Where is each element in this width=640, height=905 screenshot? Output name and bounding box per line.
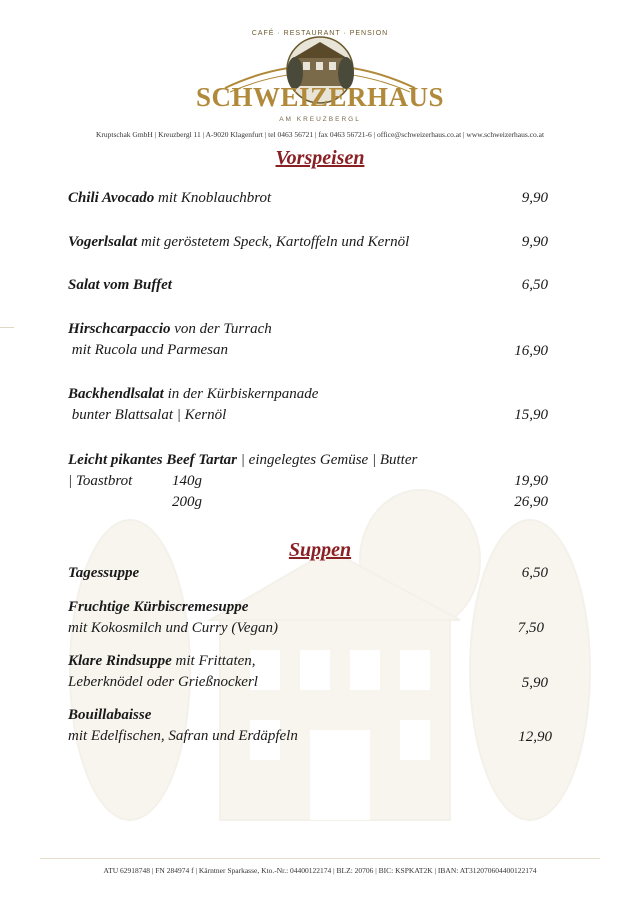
- menu-item: [68, 232, 568, 253]
- menu-item: [68, 188, 568, 209]
- brand-tagline: CAFÉ · RESTAURANT · PENSION: [251, 30, 389, 37]
- dish-price: 9,90: [521, 190, 548, 206]
- dish-description-line2: Leberknödel oder Grießnockerl: [68, 674, 258, 690]
- dish-description-line2: mit Rucola und Parmesan: [68, 342, 228, 358]
- dish-name: Chili Avocado: [68, 190, 155, 206]
- dish-description-line2: mit Kokosmilch und Curry (Vegan): [68, 620, 278, 636]
- dish-price: 7,50: [517, 620, 544, 636]
- dish-name: Backhendlsalat: [68, 386, 164, 402]
- dish-name: Leicht pikantes Beef Tartar: [68, 452, 238, 468]
- dish-name: Klare Rindsuppe: [68, 653, 172, 669]
- menu-item: [68, 384, 568, 426]
- menu-item: [68, 319, 568, 361]
- menu-item: [68, 705, 568, 747]
- dish-description: | eingelegtes Gemüse | Butter: [237, 452, 418, 468]
- menu-item: [68, 651, 568, 693]
- menu-item: [68, 597, 568, 639]
- dish-description: mit Frittaten,: [171, 653, 256, 669]
- section-title-vorspeisen: Vorspeisen: [275, 147, 365, 169]
- dish-price: 6,50: [521, 277, 548, 293]
- brand-name: SCHWEIZERHAUS: [195, 82, 445, 112]
- dish-name: Fruchtige Kürbiscremesuppe: [68, 599, 249, 615]
- letterhead: [0, 0, 640, 150]
- footer-bank-details: ATU 62918748 | FN 284974 f | Kärntner Sparkasse, Kto.-Nr.: 04400122174 | BLZ: 20706 | BIC: KSPKAT2K | IBAN: AT312070604400122174: [103, 866, 537, 875]
- footer-divider: [40, 858, 600, 859]
- dish-price: 12,90: [518, 729, 552, 745]
- dish-price: 5,90: [521, 675, 548, 691]
- portion-size: 200g: [172, 494, 202, 510]
- dish-price: 19,90: [514, 473, 548, 489]
- menu-item: [68, 563, 568, 584]
- dish-name: Hirschcarpaccio: [68, 321, 171, 337]
- contact-line: Kruptschak GmbH | Kreuzbergl 11 | A-9020 Klagenfurt | tel 0463 56721 | fax 0463 56721-6 | office@schweizerhaus.co.at | www.schweizerhaus.co.at: [95, 130, 545, 139]
- portion-size: 140g: [172, 473, 202, 489]
- dish-price: 6,50: [521, 565, 548, 581]
- dish-name: Bouillabaisse: [68, 707, 152, 723]
- dish-description: mit geröstetem Speck, Kartoffeln und Kernöl: [137, 234, 410, 250]
- dish-description: in der Kürbiskernpanade: [163, 386, 319, 402]
- section-title-suppen: Suppen: [288, 539, 352, 561]
- dish-name: Salat vom Buffet: [68, 277, 172, 293]
- divider: [0, 327, 14, 328]
- brand-subtitle: AM KREUZBERGL: [279, 116, 361, 123]
- menu-item: [68, 275, 568, 296]
- dish-description: mit Knoblauchbrot: [154, 190, 272, 206]
- dish-description-line2: mit Edelfischen, Safran und Erdäpfeln: [68, 728, 298, 744]
- dish-price: 15,90: [514, 407, 548, 423]
- dish-description-line2: bunter Blattsalat | Kernöl: [68, 407, 227, 423]
- dish-name: Vogerlsalat: [68, 234, 138, 250]
- dish-description: von der Turrach: [170, 321, 272, 337]
- dish-price: 9,90: [521, 234, 548, 250]
- dish-description-line2: | Toastbrot: [68, 473, 133, 489]
- dish-price: 26,90: [514, 494, 548, 510]
- dish-name: Tagessuppe: [68, 565, 140, 581]
- dish-price: 16,90: [514, 343, 548, 359]
